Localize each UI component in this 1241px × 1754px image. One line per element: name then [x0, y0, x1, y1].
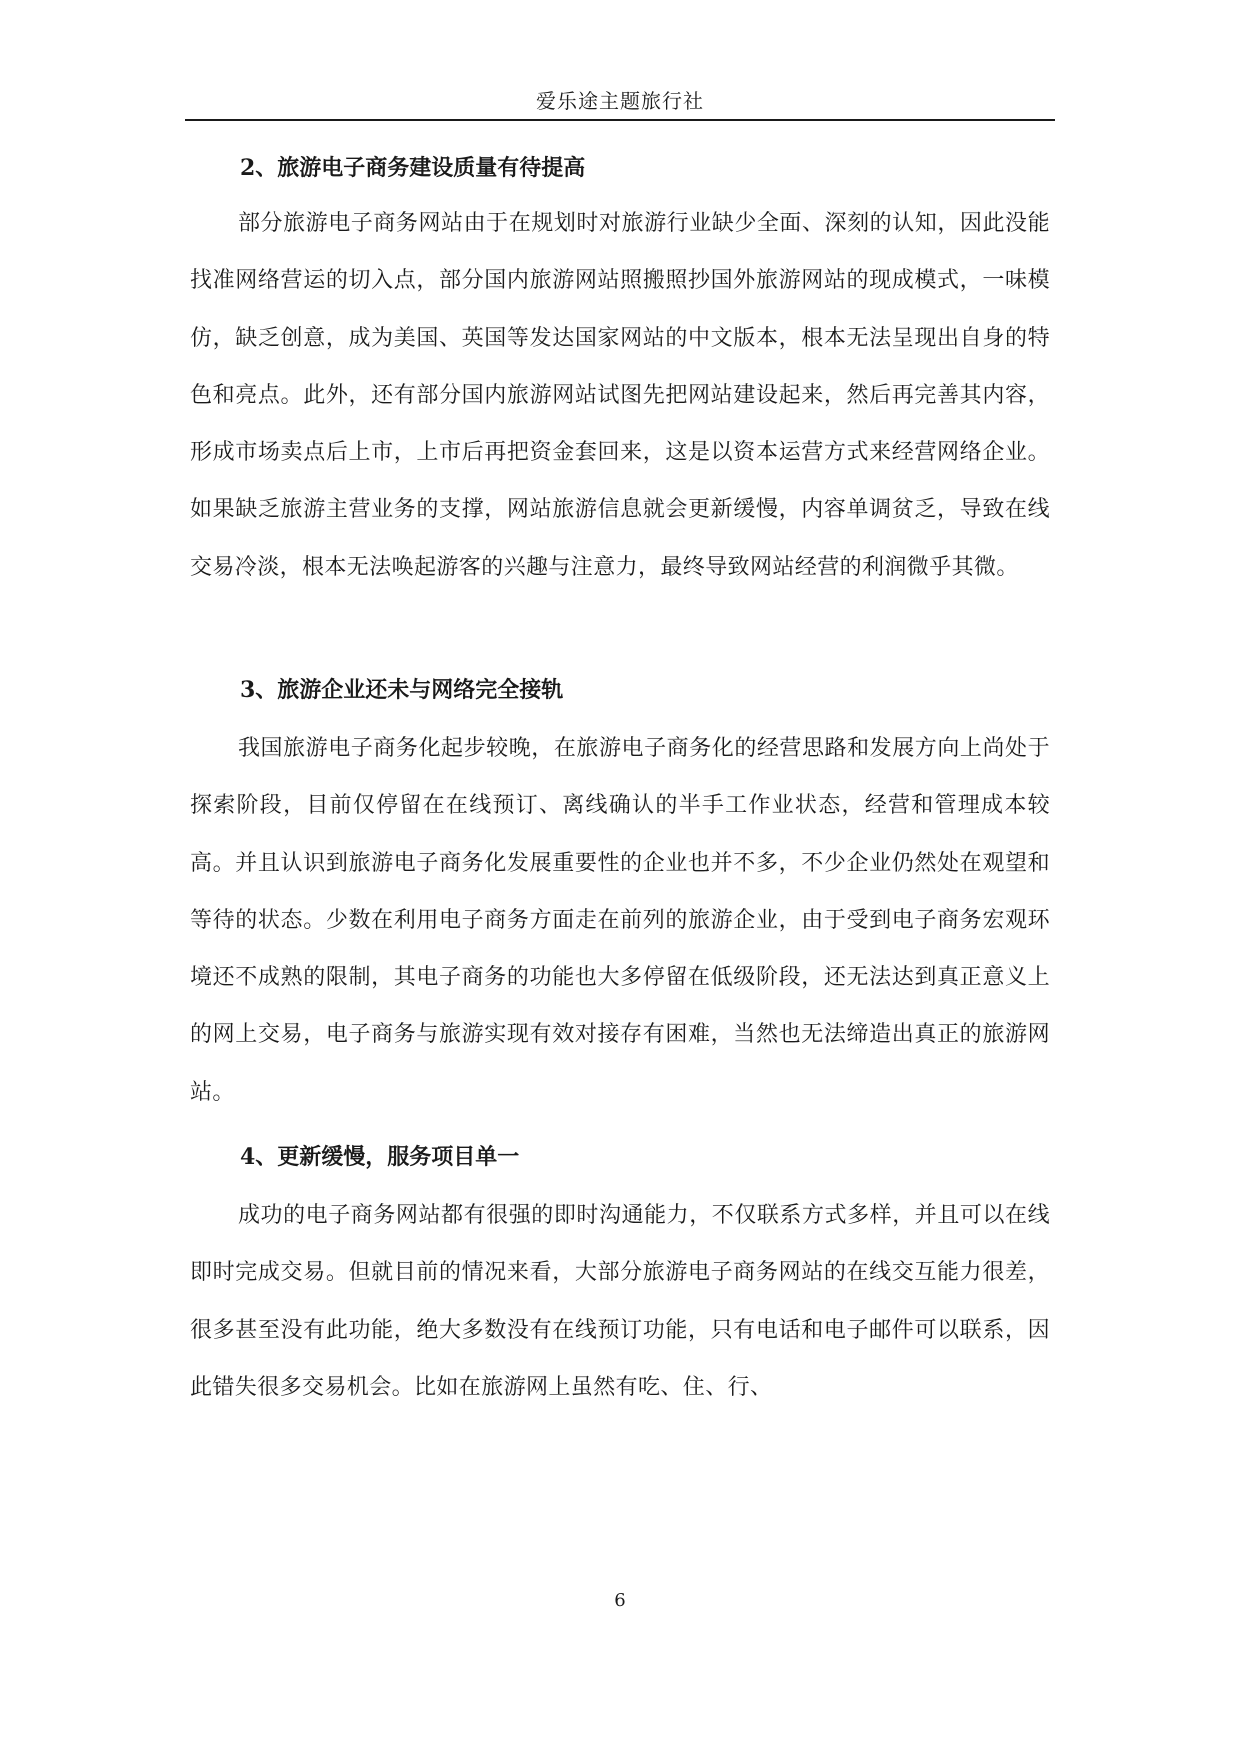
section-heading-4: 4、更新缓慢，服务项目单一: [240, 1144, 520, 1170]
page-header-title: 爱乐途主题旅行社: [536, 89, 704, 113]
section-paragraph-3: 我国旅游电子商务化起步较晚，在旅游电子商务化的经营思路和发展方向上尚处于探索阶段，目前仅停留在在线预订、离线确认的半手工作业状态，经营和管理成本较高。并且认识到旅游电子商务化发展重要性的企业也并不多，不少企业仍然处在观望和等待的状态。少数在利用电子商务方面走在前列的旅游企业，由于受到电子商务宏观环境还不成熟的限制，其电子商务的功能也大多停留在低级阶段，还无法达到真正意义上的网上交易，电子商务与旅游实现有效对接存有困难，当然也无法缔造出真正的旅游网站。: [190, 736, 1050, 1105]
section-heading-2: 2、旅游电子商务建设质量有待提高: [240, 155, 586, 181]
header-divider: [185, 119, 1055, 121]
page-number: 6: [614, 1590, 626, 1611]
section-paragraph-2: 部分旅游电子商务网站由于在规划时对旅游行业缺少全面、深刻的认知，因此没能找准网络营运的切入点，部分国内旅游网站照搬照抄国外旅游网站的现成模式，一味模仿，缺乏创意，成为美国、英国等发达国家网站的中文版本，根本无法呈现出自身的特色和亮点。此外，还有部分国内旅游网站试图先把网站建设起来，然后再完善其内容，形成市场卖点后上市，上市后再把资金套回来，这是以资本运营方式来经营网络企业。如果缺乏旅游主营业务的支撑，网站旅游信息就会更新缓慢，内容单调贫乏，导致在线交易冷淡，根本无法唤起游客的兴趣与注意力，最终导致网站经营的利润微乎其微。: [190, 211, 1050, 580]
section-paragraph-4: 成功的电子商务网站都有很强的即时沟通能力，不仅联系方式多样，并且可以在线即时完成交易。但就目前的情况来看，大部分旅游电子商务网站的在线交互能力很差，很多甚至没有此功能，绝大多数没有在线预订功能，只有电话和电子邮件可以联系，因此错失很多交易机会。比如在旅游网上虽然有吃、住、行、: [190, 1203, 1050, 1400]
section-heading-3: 3、旅游企业还未与网络完全接轨: [240, 677, 564, 703]
